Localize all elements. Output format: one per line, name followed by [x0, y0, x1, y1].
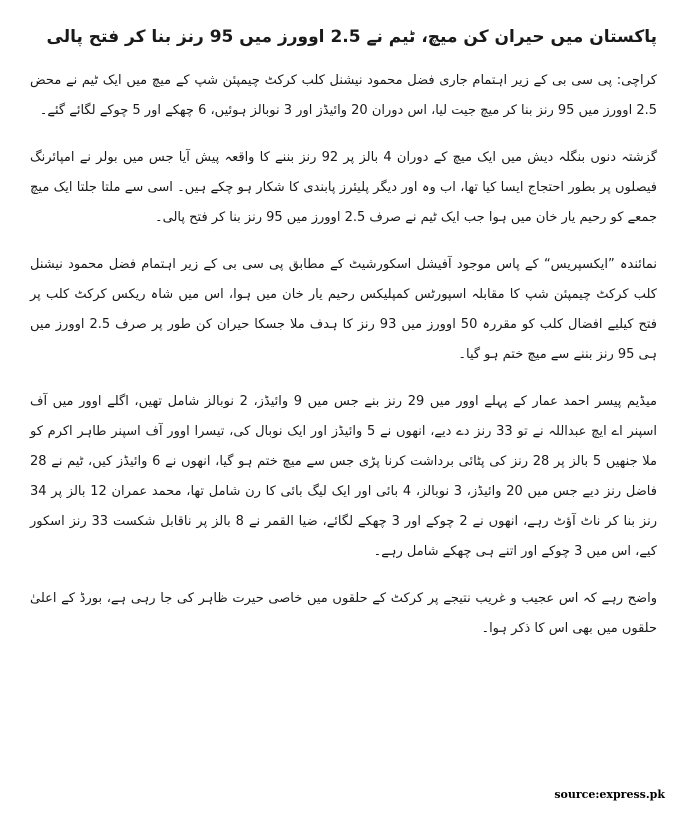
news-article	[30, 22, 657, 661]
article-paragraph: واضح رہے کہ اس عجیب و غریب نتیجے پر کرکٹ کے حلقوں میں خاصی حیرت ظاہر کی جا رہی ہے، بورڈ کے اعلیٰ حلقوں میں بھی اس کا ذکر ہوا۔	[30, 591, 657, 636]
article-headline: پاکستان میں حیران کن میچ، ٹیم نے 2.5 اوورز میں 95 رنز بنا کر فتح پالی	[46, 27, 657, 47]
article-paragraph: نمائندہ ”ایکسپریس“ کے پاس موجود آفیشل اسکورشیٹ کے مطابق پی سی بی کے زیر اہتمام فضل محمود نیشنل کلب کرکٹ چیمپئن شپ کا مقابلہ اسپورٹس کمپلیکس رحیم یار خان میں ہوا، اس میں شاہ ریکس کرکٹ کلب پر فتح کیلیے افضال کلب کو مقررہ 50 اوورز میں 93 رنز کا ہدف ملا جسکا حیران کن طور پر صرف 2.5 اوورز میں ہی 95 رنز بننے سے میچ ختم ہو گیا۔	[30, 257, 657, 362]
article-paragraph: گزشتہ دنوں بنگلہ دیش میں ایک میچ کے دوران 4 بالز پر 92 رنز بننے کا واقعہ پیش آیا جس میں بولر نے امپائرنگ فیصلوں پر بطور احتجاج ایسا کیا تھا، اب وہ اور دیگر پلیئرز پابندی کا شکار ہو چکے ہیں۔ اسی سے ملتا جلتا ایک میچ جمعے کو رحیم یار خان میں ہوا جب ایک ٹیم نے صرف 2.5 اوورز میں 95 رنز بنا کر فتح پالی۔	[30, 150, 658, 225]
article-paragraph: کراچی: پی سی بی کے زیر اہتمام جاری فضل محمود نیشنل کلب کرکٹ چیمپئن شپ کے میچ میں ایک ٹیم نے محض 2.5 اوورز میں 95 رنز بنا کر میچ جیت لیا، اس دوران 20 وائیڈز اور 3 نوبالز ہوئیں، 6 چھکے اور 5 چوکے لگائے گئے۔	[30, 73, 657, 118]
source-credit: source:express.pk	[554, 788, 665, 801]
article-paragraph: میڈیم پیسر احمد عمار کے پہلے اوور میں 29 رنز بنے جس میں 9 وائیڈز، 2 نوبالز شامل تھیں، اگلے اوور میں آف اسپنر اے ایچ عبداللہ نے تو 33 رنز دے دیے، انھوں نے 5 وائیڈز اور ایک نوبال کی، تیسرا اوور آف اسپنر طاہر اکرم کو ملا جنھیں 5 بالز پر 28 رنز کی پٹائی برداشت کرنا پڑی جس سے میچ ختم ہو گیا، انھوں نے 6 وائیڈز کیں، ٹیم نے 28 فاضل رنز دیے جس میں 20 وائیڈز، 3 نوبالز، 4 بائی اور ایک لیگ بائی کا رن شامل تھا، محمد عمران 12 بالز پر 34 رنز بنا کر ناٹ آؤٹ رہے، انھوں نے 2 چوکے اور 3 چھکے لگائے، ضیا القمر نے 8 بالز پر ناقابل شکست 33 رنز اسکور کیے، اس میں 3 چوکے اور اتنے ہی چھکے شامل رہے۔	[30, 394, 658, 559]
